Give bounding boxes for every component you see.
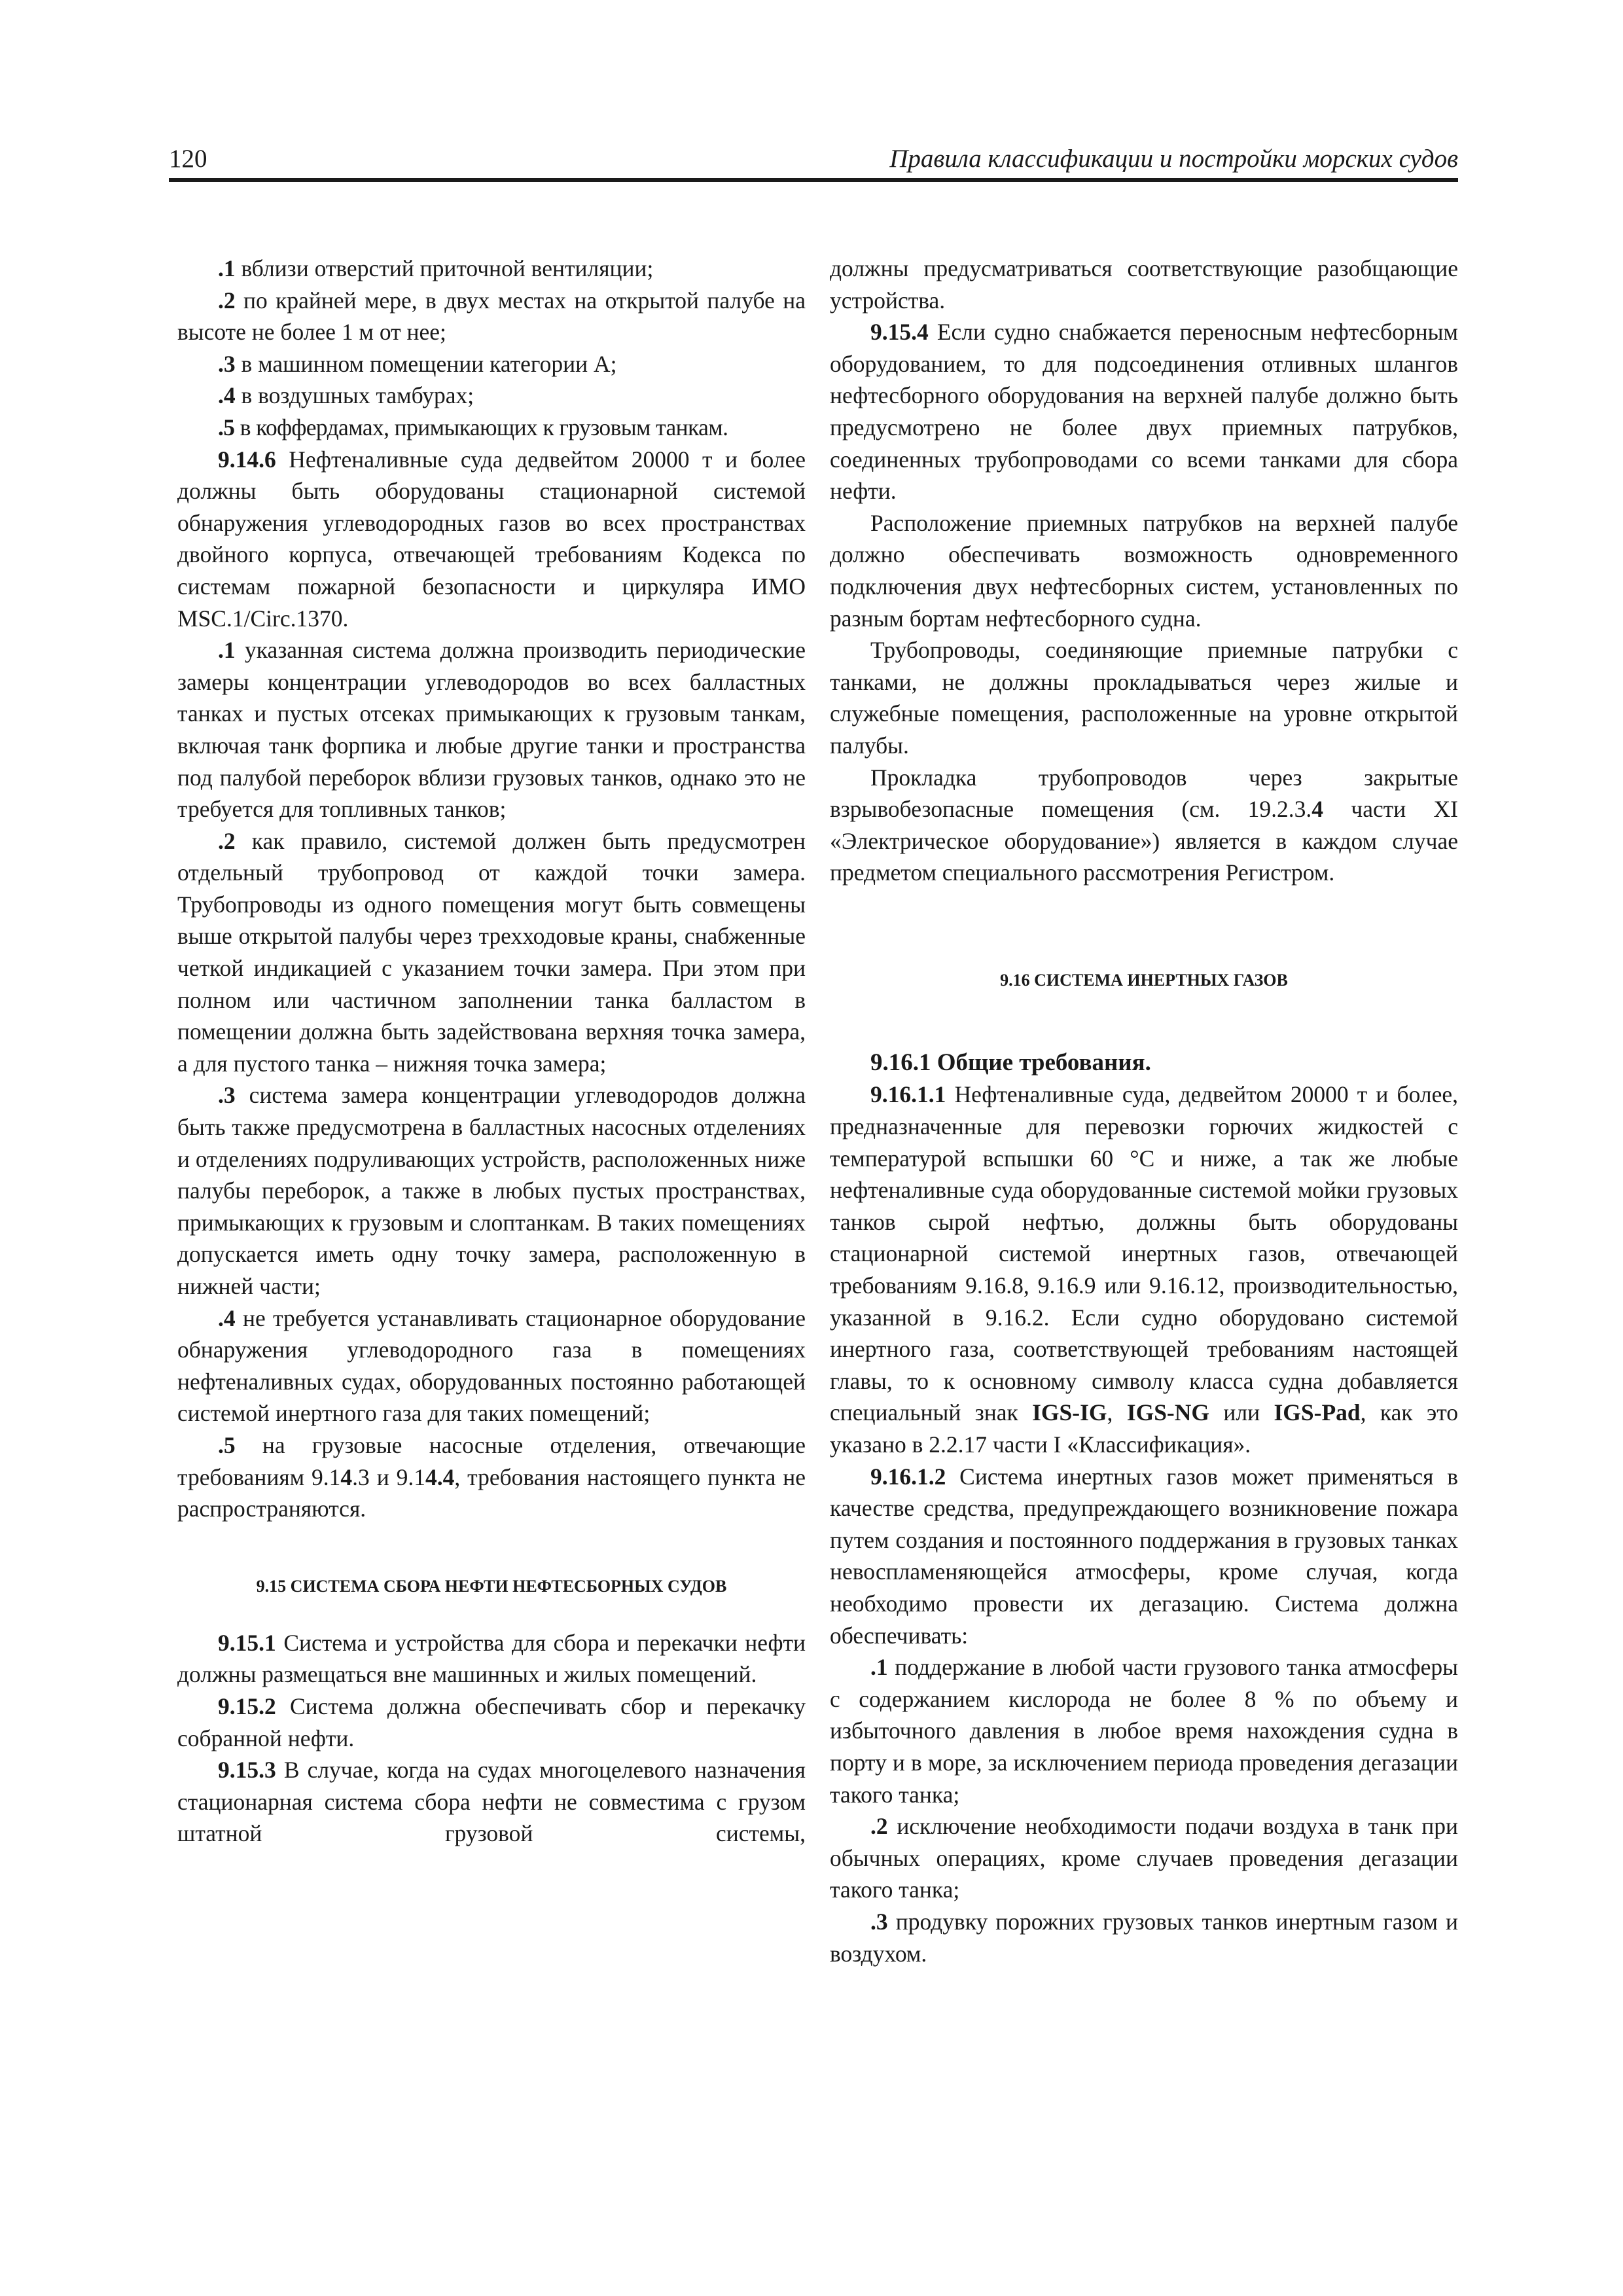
item-number: .3 [218, 1082, 236, 1109]
paragraph [177, 1302, 806, 1429]
paragraph-text: в машинном помещении категории А; [235, 350, 617, 377]
paragraph-text: указанная система должна производить периодические замеры концентрации углеводородов во всех балластных танках и пустых отсеках примыкающих к грузовым танкам, включая танк форпика и любые другие танки и пространства под палубой переборок вблизи грузовых танков, однако это не требуется для топливных танков; [177, 637, 806, 823]
paragraph [830, 634, 1458, 761]
item-number: .3 [870, 1908, 888, 1935]
paragraph [177, 1627, 806, 1691]
clause-number: 9.15.3 [218, 1757, 276, 1784]
paragraph [177, 634, 806, 825]
paragraph [177, 1079, 806, 1302]
paragraph [177, 1429, 806, 1525]
item-number: .5 [218, 1431, 236, 1458]
class-notation: IGS-Pad [1274, 1399, 1361, 1426]
paragraph-text: Если судно снабжается переносным нефтесборным оборудованием, то для подсоединения отливных шлангов нефтесборного оборудования на верхней палубе должно быть предусмотрено не более двух приемных патрубков, соединенных трубопроводами со всеми танками для сбора нефти. [830, 319, 1458, 505]
item-number: .2 [218, 827, 236, 854]
subsection-heading-9-16-1: 9.16.1 Общие требования. [870, 1049, 1151, 1076]
paragraph-text: система замера концентрации углеводородов должна быть также предусмотрена в балластных насосных отделениях и отделениях подруливающих устройств, расположенных ниже палубы переборок, а также в любых пустых пространствах, примыкающих к грузовым и слоптанкам. В таких помещениях допускается иметь одну точку замера, расположенную в нижней части; [177, 1082, 806, 1299]
paragraph-text: , [1107, 1399, 1127, 1426]
class-notation: IGS-NG [1126, 1399, 1210, 1426]
paragraph-text: Расположение приемных патрубков на верхней палубе должно обеспечивать возможность одновременного подключения двух нефтесборных систем, установленных по разным бортам нефтесборного судна. [830, 509, 1458, 632]
section-heading-9-15: 9.15 СИСТЕМА СБОРА НЕФТИ НЕФТЕСБОРНЫХ СУДОВ [256, 1576, 727, 1596]
paragraph-text: поддержание в любой части грузового танка атмосферы с содержанием кислорода не более 8 % по объему и избыточного давления в любое время нахождения судна в порту и в море, за исключением периода проведения дегазации такого танка; [830, 1654, 1458, 1808]
item-number: .2 [870, 1813, 888, 1840]
paragraph [177, 825, 806, 1080]
reference-digit: 4 [340, 1463, 353, 1490]
paragraph [177, 1691, 806, 1754]
paragraph [830, 1079, 1458, 1460]
item-number: .2 [218, 287, 236, 314]
reference-digit: 4.4 [425, 1463, 455, 1490]
paragraph-text: , как это указано в 2.2.17 части I «Классификация». [830, 1399, 1458, 1458]
paragraph-text: Трубопроводы, соединяющие приемные патрубки с танками, не должны прокладываться через жилые и служебные помещения, расположенные на уровне открытой палубы. [830, 637, 1458, 759]
paragraph [830, 507, 1458, 634]
paragraph-text: Прокладка трубопроводов через закрытые взрывобезопасные помещения (см. 19.2.3. [830, 764, 1458, 823]
paragraph [177, 380, 806, 412]
clause-number: 9.16.1.1 [870, 1081, 946, 1108]
paragraph [830, 1810, 1458, 1906]
item-number: .5 [218, 414, 235, 440]
page-header [169, 140, 1458, 181]
paragraph-text: в воздушных тамбурах; [235, 382, 474, 409]
paragraph-text: части XI «Электрическое оборудование») является в каждом случае предметом специального рассмотрения Регистром. [830, 796, 1458, 886]
paragraph [830, 762, 1458, 889]
paragraph [177, 444, 806, 635]
item-number: .1 [218, 637, 236, 664]
item-number: .1 [870, 1654, 888, 1681]
paragraph-text: В случае, когда на судах многоцелевого назначения стационарная система сбора нефти не совместима с грузом штатной грузовой системы, [177, 1757, 806, 1847]
paragraph-text: как правило, системой должен быть предусмотрен отдельный трубопровод от каждой точки замера. Трубопроводы из одного помещения могут быть совмещены выше открытой палубы через трехходовые краны, снабженные четкой индикацией с указанием точки замера. При этом при полном или частичном заполнении танка балластом в помещении должна быть задействована верхняя точка замера, а для пустого танка – нижняя точка замера; [177, 827, 806, 1077]
paragraph-text: по крайней мере, в двух местах на открытой палубе на высоте не более 1 м от нее; [177, 287, 806, 346]
class-notation: IGS-IG [1032, 1399, 1107, 1426]
item-number: .4 [218, 1304, 236, 1331]
item-number: .4 [218, 382, 236, 409]
paragraph-text: Система и устройства для сбора и перекачки нефти должны размещаться вне машинных и жилых помещений. [177, 1629, 806, 1688]
item-number: .1 [218, 255, 236, 281]
page-number: 120 [169, 145, 207, 173]
paragraph-text: или [1209, 1399, 1274, 1426]
reference-digit: 4 [1311, 796, 1324, 823]
paragraph-text: не требуется устанавливать стационарное оборудование обнаружения углеводородного газа в помещениях нефтеналивных судах, оборудованных постоянно работающей системой инертного газа для таких помещений; [177, 1304, 806, 1427]
header-rule [169, 178, 1458, 182]
section-heading-9-16: 9.16 СИСТЕМА ИНЕРТНЫХ ГАЗОВ [1000, 970, 1288, 990]
running-title: Правила классификации и постройки морских судов [889, 145, 1458, 173]
clause-number: 9.15.1 [218, 1629, 276, 1656]
paragraph-text: Система должна обеспечивать сбор и перекачку собранной нефти. [177, 1693, 806, 1751]
clause-number: 9.15.2 [218, 1693, 276, 1719]
paragraph-text: должны предусматриваться соответствующие разобщающие устройства. [830, 255, 1458, 314]
paragraph [177, 253, 806, 285]
paragraph-text: Нефтеналивные суда, дедвейтом 20000 т и более, предназначенные для перевозки горючих жидкостей с температурой вспышки 60 °С и ниже, а так же любые нефтеналивные суда оборудованные системой мойки грузовых танков сырой нефтью, должны быть оборудованы стационарной системой инертных газов, отвечающей требованиям 9.16.8, 9.16.9 или 9.16.12, производительностью, указанной в 9.16.2. Если судно оборудовано системой инертного газа, соответствующей требованиям настоящей главы, то к основному символу класса судна добавляется специальный знак [830, 1081, 1458, 1426]
left-column [177, 253, 806, 1850]
paragraph-text: .3 и 9.1 [352, 1463, 425, 1490]
paragraph [830, 1461, 1458, 1652]
paragraph-text: на грузовые насосные отделения, отвечающие требованиям 9.1 [177, 1431, 806, 1490]
clause-number: 9.14.6 [218, 446, 276, 473]
paragraph [177, 285, 806, 348]
clause-number: 9.16.1.2 [870, 1463, 946, 1490]
right-column [830, 253, 1458, 1969]
paragraph [830, 253, 1458, 316]
paragraph [830, 1906, 1458, 1969]
paragraph [830, 1651, 1458, 1810]
paragraph [177, 412, 806, 444]
paragraph [830, 316, 1458, 507]
clause-number: 9.15.4 [870, 319, 929, 346]
paragraph-text: исключение необходимости подачи воздуха в танк при обычных операциях, кроме случаев проведения дегазации такого танка; [830, 1813, 1458, 1903]
item-number: .3 [218, 350, 236, 377]
paragraph [177, 1754, 806, 1850]
paragraph-text: вблизи отверстий приточной вентиляции; [235, 255, 654, 281]
paragraph-text: , требования настоящего пункта не распространяются. [177, 1463, 806, 1522]
paragraph [177, 348, 806, 380]
paragraph-text: Нефтеналивные суда дедвейтом 20000 т и более должны быть оборудованы стационарной системой обнаружения углеводородных газов во всех пространствах двойного корпуса, отвечающей требованиям Кодекса по системам пожарной безопасности и циркуляра ИМО MSC.1/Circ.1370. [177, 446, 806, 632]
paragraph-text: продувку порожних грузовых танков инертным газом и воздухом. [830, 1908, 1458, 1967]
paragraph-text: в коффердамах, примыкающих к грузовым танкам. [234, 414, 728, 440]
paragraph-text: Система инертных газов может применяться в качестве средства, предупреждающего возникновение пожара путем создания и постоянного поддержания в грузовых танках невоспламеняющейся атмосферы, кроме случая, когда необходимо провести их дегазацию. Система должна обеспечивать: [830, 1463, 1458, 1649]
